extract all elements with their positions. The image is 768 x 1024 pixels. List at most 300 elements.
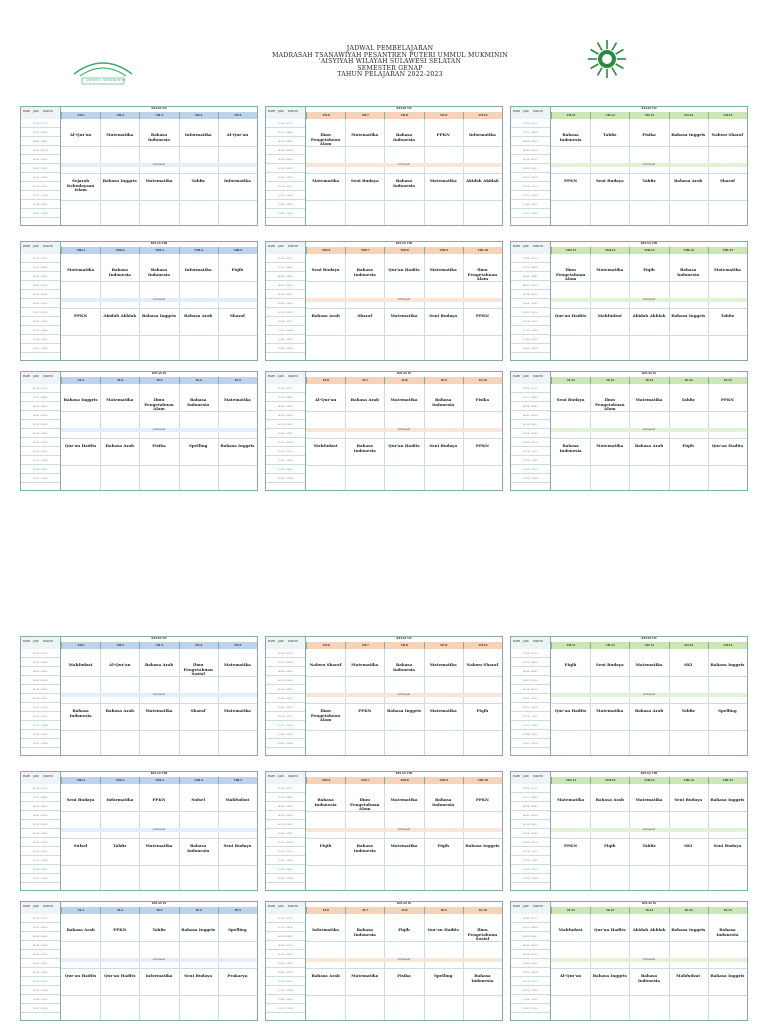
time-slot: 10.00 - 10.25 [21, 429, 60, 438]
time-slot: 08.20 - 08.45 [511, 402, 550, 411]
time-header-cell: HARI JAM WAKTU [21, 772, 61, 784]
time-slot: 11.40 - 12.05 [266, 465, 305, 474]
subject-cell [384, 444, 423, 449]
time-slot: 10.00 - 10.25 [21, 959, 60, 968]
document-header [20, 45, 748, 98]
grid-line [551, 865, 747, 866]
subject-cell [424, 268, 463, 273]
grade-title: KELAS VII [641, 107, 657, 110]
subject-cell [345, 928, 384, 937]
time-slot: 08.45 - 09.10 [266, 411, 305, 420]
time-slot: 10.00 - 10.25 [511, 694, 550, 703]
class-header-row [61, 642, 257, 649]
timetable-header [21, 372, 257, 384]
time-slot: 10.00 - 10.25 [511, 299, 550, 308]
grid-line [306, 865, 502, 866]
class-column-header: VII.13 [629, 112, 668, 119]
time-slot: 11.40 - 12.05 [21, 465, 60, 474]
class-column-header: VIII.13 [629, 777, 668, 784]
time-column [266, 254, 306, 360]
subject-cell [61, 398, 100, 403]
grid-line [306, 465, 502, 466]
subject-cell [306, 314, 345, 319]
class-timetable [510, 771, 748, 891]
grid-line [551, 811, 747, 812]
time-slot: 09.10 - 09.35 [511, 290, 550, 299]
time-slot: 10.50 - 11.15 [21, 847, 60, 856]
time-slot: 12.05 - 12.30 [21, 209, 60, 218]
class-column-header: VIII.5 [218, 247, 257, 254]
class-column-header: IX.4 [179, 907, 218, 914]
timetable-header [21, 902, 257, 914]
subject-name: Ilmu Pengetahuan Alam [555, 267, 586, 282]
time-slot: 08.45 - 09.10 [21, 941, 60, 950]
subject-name: Sejarah Kebudayaan Islam [66, 178, 95, 193]
subject-cell [139, 268, 178, 277]
subject-cell [306, 709, 345, 723]
subject-cell [590, 133, 629, 138]
time-slot: 08.45 - 09.10 [266, 146, 305, 155]
subject-name: Matematika [145, 178, 173, 183]
subject-name: Sulsel [191, 797, 205, 802]
subject-cell [179, 398, 218, 407]
subject-grid [306, 914, 502, 1020]
subject-name: Qur'an Hadits [104, 973, 136, 978]
time-slot: 08.20 - 08.45 [21, 272, 60, 281]
subject-cell [61, 798, 100, 803]
time-header-cell: HARI JAM WAKTU [21, 372, 61, 384]
class-column-header: VIII.15 [708, 777, 747, 784]
time-slot: 11.15 - 11.40 [21, 456, 60, 465]
time-slot: 07.55 - 08.20 [266, 658, 305, 667]
class-column-header: IX.4 [179, 377, 218, 384]
time-slot: 07.55 - 08.20 [21, 263, 60, 272]
subject-name: Ilmu Pengetahuan Sosial [467, 927, 498, 942]
subject-cell [139, 844, 178, 849]
class-column-header: IX.7 [345, 377, 384, 384]
time-slot: 08.45 - 09.10 [511, 281, 550, 290]
class-column-header: VII.2 [100, 112, 139, 119]
class-column-header: VII.1 [61, 642, 100, 649]
subject-name: Seni Budaya [184, 973, 213, 978]
grid-line [306, 308, 502, 309]
subject-cell [669, 398, 708, 403]
subject-name: Qur'an Hadits [388, 443, 420, 448]
subject-name: Matematika [67, 267, 95, 272]
break-band: ISTIRAHAT [306, 693, 502, 697]
break-band: ISTIRAHAT [551, 693, 747, 697]
subject-grid [61, 384, 257, 490]
subject-name: Akidah Akhlak [466, 178, 499, 183]
subject-name: Bahasa Arab [144, 662, 174, 667]
subject-grid [306, 784, 502, 890]
grid-line [551, 411, 747, 412]
subject-name: Ilmu Pengetahuan Alam [144, 397, 174, 412]
subject-name: Matematika [106, 132, 134, 137]
class-column-header: VIII.4 [179, 777, 218, 784]
subject-name: Informatika [145, 973, 173, 978]
subject-cell [384, 268, 423, 273]
time-column [266, 784, 306, 890]
time-slot: 08.45 - 09.10 [511, 811, 550, 820]
class-column-header: VIII.6 [306, 777, 345, 784]
class-column-header: IX.6 [306, 907, 345, 914]
time-slot: 12.05 - 12.30 [266, 474, 305, 483]
subject-cell [179, 444, 218, 449]
time-header-cell: HARI JAM WAKTU [511, 772, 551, 784]
subject-cell [384, 709, 423, 714]
subject-cell [463, 798, 502, 803]
time-slot: 08.45 - 09.10 [266, 676, 305, 685]
class-column-header: VII.7 [345, 642, 384, 649]
time-slot: 07.55 - 08.20 [511, 923, 550, 932]
subject-cell [590, 314, 629, 319]
time-slot: 09.10 - 09.35 [21, 155, 60, 164]
subject-name: Bahasa Inggris [181, 927, 216, 932]
class-timetable [265, 901, 503, 1021]
grade-title: KELAS VIII [640, 242, 658, 245]
subject-cell [306, 663, 345, 668]
subject-cell [100, 133, 139, 138]
subject-name: Mahfudzat [313, 443, 338, 448]
subject-name: Nahwu Sharaf [711, 132, 744, 137]
subject-cell [551, 268, 590, 282]
subject-name: Matematika [390, 843, 418, 848]
grid-line [551, 995, 747, 996]
subject-name: Sharaf [357, 313, 373, 318]
time-slot: 07.55 - 08.20 [21, 658, 60, 667]
timetable-header [21, 637, 257, 649]
class-timetable [510, 106, 748, 226]
class-column-header: IX.3 [139, 377, 178, 384]
time-column [511, 649, 551, 755]
class-column-header: VII.3 [139, 112, 178, 119]
class-column-header: VIII.12 [590, 247, 629, 254]
time-slot: 10.00 - 10.25 [266, 694, 305, 703]
class-column-header: VII.12 [590, 112, 629, 119]
subject-name: Fiqih [682, 443, 694, 448]
subject-cell [463, 398, 502, 403]
time-column [21, 119, 61, 225]
subject-cell [629, 444, 668, 449]
class-column-header: VII.13 [629, 642, 668, 649]
subject-cell [708, 444, 747, 449]
time-slot: 11.40 - 12.05 [21, 995, 60, 1004]
break-band: ISTIRAHAT [551, 958, 747, 962]
time-slot: 07.30 - 07.55 [21, 784, 60, 793]
subject-cell [590, 444, 629, 449]
grid-line [551, 465, 747, 466]
subject-cell [384, 798, 423, 803]
subject-cell [551, 798, 590, 803]
subject-cell [384, 974, 423, 979]
subject-name: Sharaf [229, 313, 245, 318]
subject-cell [345, 798, 384, 812]
time-slot: 10.00 - 10.25 [511, 164, 550, 173]
grid-line [306, 335, 502, 336]
time-slot: 10.25 - 10.50 [511, 703, 550, 712]
muhammadiyah-sun-icon [586, 38, 628, 80]
subject-name: Bahasa Indonesia [108, 267, 131, 277]
time-header-cell: HARI JAM WAKTU [21, 107, 61, 119]
subject-grid [306, 119, 502, 225]
time-slot: 08.20 - 08.45 [511, 802, 550, 811]
subject-cell [345, 663, 384, 668]
class-column-header: VIII.6 [306, 247, 345, 254]
subject-name: Bahasa Indonesia [677, 267, 700, 277]
grade-title: KELAS VII [151, 637, 167, 640]
subject-name: Bahasa Inggris [710, 973, 745, 978]
time-slot: 11.40 - 12.05 [511, 465, 550, 474]
subject-name: Matematika [635, 662, 663, 667]
time-slot: 11.15 - 11.40 [511, 326, 550, 335]
time-column [21, 384, 61, 490]
subject-name: Matematika [557, 797, 585, 802]
subject-name: Bahasa Inggris [220, 443, 255, 448]
time-column [511, 784, 551, 890]
time-slot: 08.20 - 08.45 [21, 402, 60, 411]
subject-name: Mahfudzat [225, 797, 250, 802]
subject-name: Bahasa Indonesia [471, 973, 494, 983]
time-slot: 10.50 - 11.15 [511, 712, 550, 721]
grid-line [551, 676, 747, 677]
class-column-header: IX.8 [384, 907, 423, 914]
subject-name: Bahasa Indonesia [559, 132, 582, 142]
subject-name: Fisika [152, 443, 166, 448]
subject-name: Bahasa Inggris [387, 708, 421, 713]
subject-cell [424, 133, 463, 138]
time-slot: 08.45 - 09.10 [21, 676, 60, 685]
grid-line [61, 200, 257, 201]
time-slot: 10.25 - 10.50 [266, 438, 305, 447]
class-header-row [306, 777, 502, 784]
break-band: ISTIRAHAT [306, 298, 502, 302]
class-header-row [551, 642, 747, 649]
time-slot: 10.25 - 10.50 [21, 308, 60, 317]
subject-name: Seni Budaya [429, 443, 458, 448]
subject-name: Tahfiz [113, 843, 127, 848]
class-column-header: VII.6 [306, 112, 345, 119]
class-column-header: VII.11 [551, 112, 590, 119]
class-timetable [265, 636, 503, 756]
subject-cell [708, 844, 747, 849]
subject-name: Akidah Akhlak [632, 927, 666, 932]
subject-name: Bahasa Indonesia [353, 843, 376, 853]
subject-name: Matematika [145, 843, 173, 848]
subject-name: PPKN [436, 132, 450, 137]
time-slot: 11.15 - 11.40 [21, 191, 60, 200]
subject-name: Tahfiz [603, 132, 617, 137]
class-header-row [551, 907, 747, 914]
time-slot: 11.15 - 11.40 [266, 856, 305, 865]
break-band: ISTIRAHAT [551, 828, 747, 832]
subject-name: Bahasa Arab [634, 708, 664, 713]
subject-cell [551, 444, 590, 453]
subject-cell [179, 709, 218, 714]
time-slot: 07.55 - 08.20 [21, 793, 60, 802]
subject-cell [218, 444, 257, 449]
time-column [266, 119, 306, 225]
class-timetable [20, 241, 258, 361]
time-slot: 12.05 - 12.30 [266, 1004, 305, 1013]
grade-title: KELAS IX [641, 902, 657, 905]
class-column-header: VII.8 [384, 112, 423, 119]
time-slot: 11.15 - 11.40 [511, 456, 550, 465]
subject-cell [218, 709, 257, 714]
subject-cell [629, 133, 668, 138]
subject-cell [384, 133, 423, 142]
subject-cell [179, 179, 218, 184]
class-column-header: VIII.9 [424, 777, 463, 784]
subject-cell [384, 398, 423, 403]
subject-name: Bahasa Indonesia [559, 443, 582, 453]
time-slot: 12.05 - 12.30 [511, 474, 550, 483]
subject-cell [345, 844, 384, 853]
class-column-header: VIII.10 [463, 247, 502, 254]
class-column-header: VII.9 [424, 642, 463, 649]
time-slot: 11.40 - 12.05 [511, 200, 550, 209]
subject-cell [100, 974, 139, 979]
subject-grid [61, 649, 257, 755]
time-column [266, 384, 306, 490]
subject-cell [424, 974, 463, 979]
subject-name: Matematika [429, 267, 457, 272]
time-slot: 07.30 - 07.55 [266, 784, 305, 793]
school-logo [68, 54, 138, 88]
time-column [21, 914, 61, 1020]
time-slot: 11.15 - 11.40 [21, 856, 60, 865]
subject-name: Matematika [145, 708, 173, 713]
subject-name: Tahfiz [191, 178, 205, 183]
subject-name: Matematika [713, 267, 741, 272]
time-slot: 08.20 - 08.45 [21, 932, 60, 941]
subject-cell [669, 314, 708, 319]
subject-cell [590, 663, 629, 668]
subject-cell [345, 268, 384, 277]
time-slot: 11.40 - 12.05 [21, 730, 60, 739]
subject-name: Matematika [596, 708, 624, 713]
subject-cell [179, 663, 218, 677]
subject-cell [100, 179, 139, 184]
subject-cell [463, 844, 502, 849]
class-timetable [265, 241, 503, 361]
time-slot: 08.20 - 08.45 [21, 667, 60, 676]
class-column-header: VIII.10 [463, 777, 502, 784]
class-timetable [510, 371, 748, 491]
time-slot: 08.20 - 08.45 [266, 932, 305, 941]
subject-cell [100, 444, 139, 449]
subject-cell [551, 314, 590, 319]
subject-name: Qur'an Hadits [64, 973, 97, 978]
time-slot: 10.50 - 11.15 [266, 447, 305, 456]
subject-cell [139, 314, 178, 319]
time-slot: 11.15 - 11.40 [511, 721, 550, 730]
subject-cell [708, 179, 747, 184]
class-column-header: VII.14 [669, 642, 708, 649]
class-column-header: VII.11 [551, 642, 590, 649]
subject-name: Matematika [390, 313, 418, 318]
subject-name: Bahasa Indonesia [69, 708, 92, 718]
class-column-header: IX.5 [218, 907, 257, 914]
subject-cell [629, 974, 668, 983]
subject-name: Bahasa Indonesia [353, 927, 376, 937]
grid-line [61, 335, 257, 336]
break-band: ISTIRAHAT [551, 298, 747, 302]
time-slot: 12.05 - 12.30 [21, 344, 60, 353]
subject-name: Bahasa Inggris [63, 397, 98, 402]
subject-name: Seni Budaya [223, 843, 252, 848]
class-column-header: VIII.14 [669, 777, 708, 784]
subject-name: Qur'an Hadits [554, 708, 587, 713]
subject-name: Spelling [228, 927, 247, 932]
time-slot: 10.00 - 10.25 [266, 429, 305, 438]
grade-title: KELAS VIII [150, 772, 168, 775]
grid-line [61, 281, 257, 282]
class-column-header: IX.1 [61, 907, 100, 914]
class-column-header: IX.8 [384, 377, 423, 384]
class-header-row [61, 377, 257, 384]
subject-cell [629, 268, 668, 273]
time-slot: 09.10 - 09.35 [511, 950, 550, 959]
subject-name: Informatika [184, 132, 212, 137]
subject-cell [100, 844, 139, 849]
subject-cell [61, 179, 100, 193]
subject-name: Bahasa Indonesia [147, 132, 171, 142]
subject-name: Matematika [390, 397, 418, 402]
time-slot: 10.25 - 10.50 [266, 838, 305, 847]
time-slot: 08.20 - 08.45 [511, 137, 550, 146]
time-column [21, 784, 61, 890]
time-slot: 07.30 - 07.55 [511, 784, 550, 793]
grade-title: KELAS VII [641, 637, 657, 640]
subject-cell [669, 928, 708, 933]
class-column-header: IX.2 [100, 377, 139, 384]
subject-name: Prakarya [227, 973, 248, 978]
subject-name: Matematika [429, 662, 457, 667]
time-slot: 09.10 - 09.35 [21, 950, 60, 959]
class-column-header: IX.9 [424, 377, 463, 384]
class-column-header: VII.10 [463, 642, 502, 649]
time-slot: 12.05 - 12.30 [266, 344, 305, 353]
subject-name: Seni Budaya [595, 178, 624, 183]
class-column-header: VII.4 [179, 112, 218, 119]
subject-name: Bahasa Arab [350, 397, 379, 402]
subject-cell [61, 314, 100, 319]
subject-name: Qur'an Hadits [427, 927, 459, 932]
class-column-header: VII.5 [218, 112, 257, 119]
subject-cell [218, 844, 257, 849]
time-slot: 07.55 - 08.20 [511, 263, 550, 272]
break-band: ISTIRAHAT [306, 428, 502, 432]
subject-cell [708, 928, 747, 937]
timetable-header [266, 637, 502, 649]
time-slot: 10.00 - 10.25 [21, 829, 60, 838]
class-column-header: IX.2 [100, 907, 139, 914]
time-header-cell: HARI JAM WAKTU [511, 637, 551, 649]
time-slot: 12.05 - 12.30 [511, 1004, 550, 1013]
subject-name: Akidah Akhlak [103, 313, 137, 318]
time-slot: 07.30 - 07.55 [21, 914, 60, 923]
time-slot: 10.25 - 10.50 [511, 308, 550, 317]
class-timetable [265, 106, 503, 226]
subject-name: Seni Budaya [674, 797, 703, 802]
subject-cell [306, 974, 345, 979]
subject-name: Mahfudzat [676, 973, 701, 978]
class-timetable [20, 771, 258, 891]
document-titles [240, 46, 540, 79]
subject-name: Mahfudzat [558, 927, 583, 932]
time-slot: 12.05 - 12.30 [21, 874, 60, 883]
